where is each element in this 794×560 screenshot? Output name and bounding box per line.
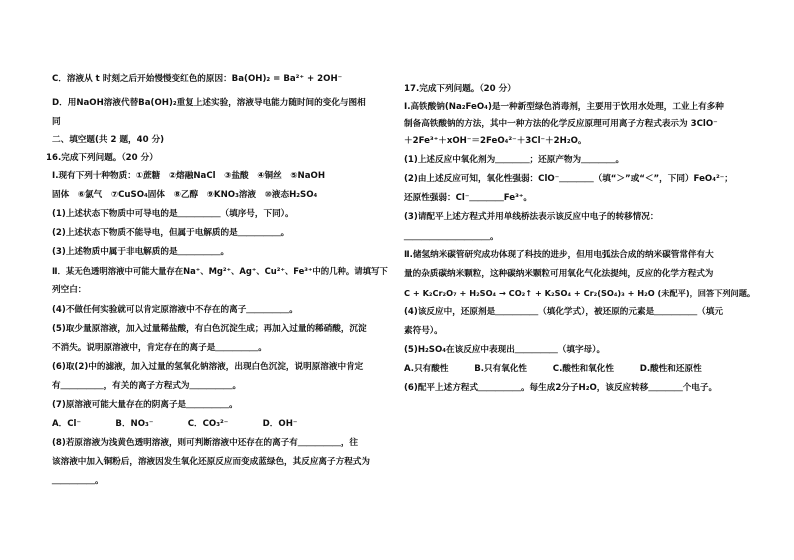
option-c-text: C．溶液从 t 时刻之后开始慢慢变红色的原因：Ba(OH)₂ = Ba²⁺ + 2OH⁻ <box>52 74 343 84</box>
q16-part1-intro-cont: 固体 ⑥氯气 ⑦CuSO₄固体 ⑧乙醇 ⑨KNO₃溶液 ⑩液态H₂SO₄ <box>52 190 318 200</box>
q17-item-3: (3)请配平上述方程式并用单线桥法表示该反应中电子的转移情况： <box>404 212 659 222</box>
question-16-title: 16.完成下列问题。（20 分） <box>46 153 158 163</box>
q17-item-3-blank: ＿＿＿＿＿＿＿＿＿＿。 <box>404 232 499 242</box>
q17-item-4: (4)该反应中，还原剂是＿＿＿＿＿（填化学式），被还原的元素是＿＿＿＿＿（填元 <box>404 307 723 317</box>
q17-part2-intro-cont: 量的杂质碳纳米颗粒，这种碳纳米颗粒可用氧化气化法提纯，反应的化学方程式为 <box>404 269 714 279</box>
q16-item-2: (2)上述状态下物质不能导电，但属于电解质的是＿＿＿＿＿。 <box>52 228 290 238</box>
q17-item-1: (1)上述反应中氧化剂为＿＿＿＿；还原产物为＿＿＿＿。 <box>404 155 625 165</box>
q17-item-5-options: A.只有酸性 B.只有氧化性 C.酸性和氧化性 D.酸性和还原性 <box>404 364 702 374</box>
q17-part1-intro-cont: 制备高铁酸钠的方法，其中一种方法的化学反应原理可用离子方程式表示为 3ClO⁻ <box>404 119 718 129</box>
q17-chemical-equation: C + K₂Cr₂O₇ + H₂SO₄ → CO₂↑ + K₂SO₄ + Cr₂(SO₄)₃ + H₂O (未配平)，回答下列问题。 <box>404 288 756 298</box>
q17-item-2-cont: 还原性强弱：Cl⁻＿＿＿＿Fe³⁺。 <box>404 193 532 203</box>
q16-item-7: (7)原溶液可能大量存在的阴离子是＿＿＿＿＿。 <box>52 400 238 410</box>
q16-item-4: (4)不做任何实验就可以肯定原溶液中不存在的离子＿＿＿＿＿。 <box>52 305 298 315</box>
q17-item-2: (2)由上述反应可知，氧化性强弱：ClO⁻＿＿＿＿（填“＞”或“＜”，下同）FeO₄²⁻； <box>404 174 733 184</box>
q16-item-8: (8)若原溶液为浅黄色透明溶液，则可判断溶液中还存在的离子有＿＿＿＿＿，往 <box>52 438 359 448</box>
q16-item-6-cont: 有＿＿＿＿＿，有关的离子方程式为＿＿＿＿＿。 <box>52 381 242 391</box>
q16-item-8-cont: 该溶液中加入铜粉后，溶液因发生氧化还原反应而变成蓝绿色，其反应离子方程式为 <box>52 457 370 467</box>
q17-item-5: (5)H₂SO₄在该反应中表现出＿＿＿＿＿（填字母）。 <box>404 345 606 355</box>
q16-item-5: (5)取少量原溶液，加入过量稀盐酸，有白色沉淀生成；再加入过量的稀硝酸，沉淀 <box>52 324 367 334</box>
q16-item-6: (6)取(2)中的滤液，加入过量的氢氧化钠溶液，出现白色沉淀，说明原溶液中肯定 <box>52 362 364 372</box>
q16-item-8-blank: ＿＿＿＿＿。 <box>52 476 104 486</box>
q16-item-1: (1)上述状态下物质中可导电的是＿＿＿＿＿（填序号，下同）。 <box>52 209 294 219</box>
option-d-text: D．用NaOH溶液代替Ba(OH)₂重复上述实验，溶液导电能力随时间的变化与图相 <box>52 98 366 108</box>
q17-part2-intro: Ⅱ.储氢纳米碳管研究成功体现了科技的进步，但用电弧法合成的纳米碳管常伴有大 <box>404 250 714 260</box>
q16-part1-intro: Ⅰ.现有下列十种物质：①蔗糖 ②熔融NaCl ③盐酸 ④铜丝 ⑤NaOH <box>52 171 326 181</box>
q16-item-3: (3)上述物质中属于非电解质的是＿＿＿＿＿。 <box>52 247 230 257</box>
q17-ionic-equation: ＋2Fe³⁺＋xOH⁻＝2FeO₄²⁻＋3Cl⁻＋2H₂O。 <box>404 136 587 146</box>
option-d-text-cont: 同 <box>52 117 61 127</box>
q17-item-6: (6)配平上述方程式＿＿＿＿＿。每生成2分子H₂O，该反应转移＿＿＿＿个电子。 <box>404 383 718 393</box>
q16-item-7-options: A．Cl⁻ B．NO₃⁻ C．CO₃²⁻ D．OH⁻ <box>52 419 298 429</box>
question-17-title: 17.完成下列问题。（20 分） <box>404 84 516 94</box>
section-heading: 二、填空题(共 2 题，40 分) <box>52 135 165 145</box>
q16-part2-intro-cont: 列空白： <box>52 285 87 295</box>
q17-part1-intro: Ⅰ.高铁酸钠(Na₂FeO₄)是一种新型绿色消毒剂，主要用于饮用水处理，工业上有多种 <box>404 102 724 112</box>
q17-item-4-cont: 素符号）。 <box>404 326 443 336</box>
q16-item-5-cont: 不消失。说明原溶液中，肯定存在的离子是＿＿＿＿＿。 <box>52 343 267 353</box>
q16-part2-intro: Ⅱ．某无色透明溶液中可能大量存在Na⁺、Mg²⁺、Ag⁺、Cu²⁺、Fe³⁺中的几种。请填写下 <box>52 266 388 276</box>
